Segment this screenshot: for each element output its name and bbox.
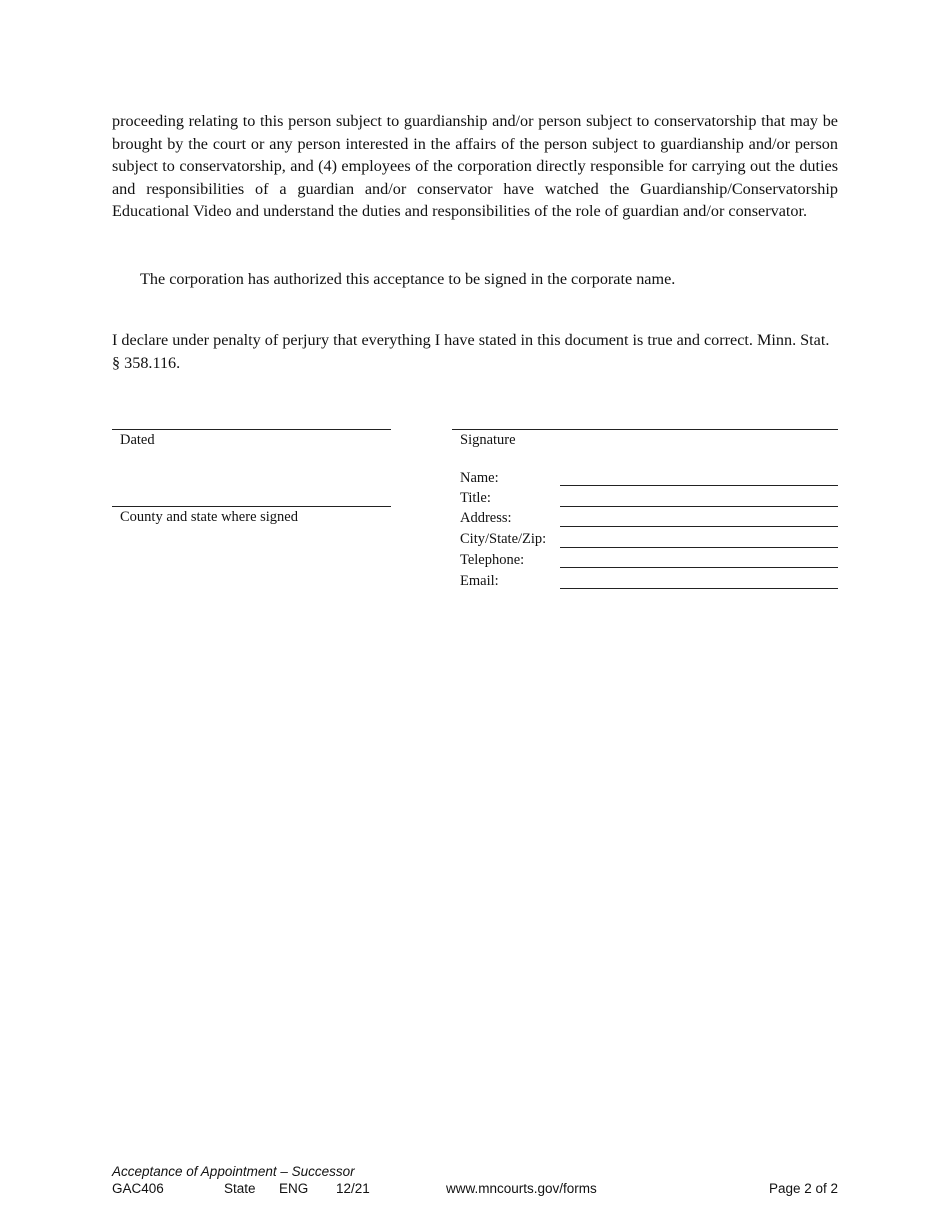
title-label: Title: [460, 490, 491, 506]
declaration-paragraph: I declare under penalty of perjury that everything I have stated in this document is true and correct. Minn. Stat. § 358.116. [112, 331, 830, 372]
county-label: County and state where signed [120, 509, 298, 525]
name-label: Name: [460, 470, 499, 486]
email-field[interactable] [560, 588, 838, 589]
dated-label: Dated [120, 432, 155, 448]
footer-revision: 12/21 [336, 1181, 370, 1196]
footer-jurisdiction: State [224, 1181, 256, 1196]
address-field[interactable] [560, 526, 838, 527]
signature-line[interactable] [452, 429, 838, 430]
document-page [112, 0, 838, 1230]
address-label: Address: [460, 510, 512, 526]
telephone-label: Telephone: [460, 552, 525, 568]
dated-line[interactable] [112, 429, 391, 430]
email-label: Email: [460, 573, 499, 589]
footer-language: ENG [279, 1181, 309, 1196]
city-state-zip-field[interactable] [560, 547, 838, 548]
footer-page-number: Page 2 of 2 [768, 1181, 838, 1196]
footer-form-title: Acceptance of Appointment – Successor [112, 1164, 355, 1179]
county-line[interactable] [112, 506, 391, 507]
name-field[interactable] [560, 485, 838, 486]
signature-label: Signature [460, 432, 516, 448]
title-field[interactable] [560, 506, 838, 507]
footer-form-code: GAC406 [112, 1181, 164, 1196]
city-state-zip-label: City/State/Zip: [460, 531, 547, 547]
body-paragraph-2: The corporation has authorized this acceptance to be signed in the corporate name. [140, 270, 676, 288]
body-paragraph-1: proceeding relating to this person subject to guardianship and/or person subject to conservatorship that may be brought by the court or any person interested in the affairs of the person subject to guardianship and/or person subject to conservatorship, and (4) employees of the corporation directly responsible for carrying out the duties and responsibilities of a guardian and/or conservator have watched the Guardianship/Conservatorship Educational Video and understand the duties and responsibilities of the role of guardian and/or conservator. [112, 112, 838, 221]
telephone-field[interactable] [560, 567, 838, 568]
footer-website-link[interactable]: www.mncourts.gov/forms [446, 1181, 597, 1196]
